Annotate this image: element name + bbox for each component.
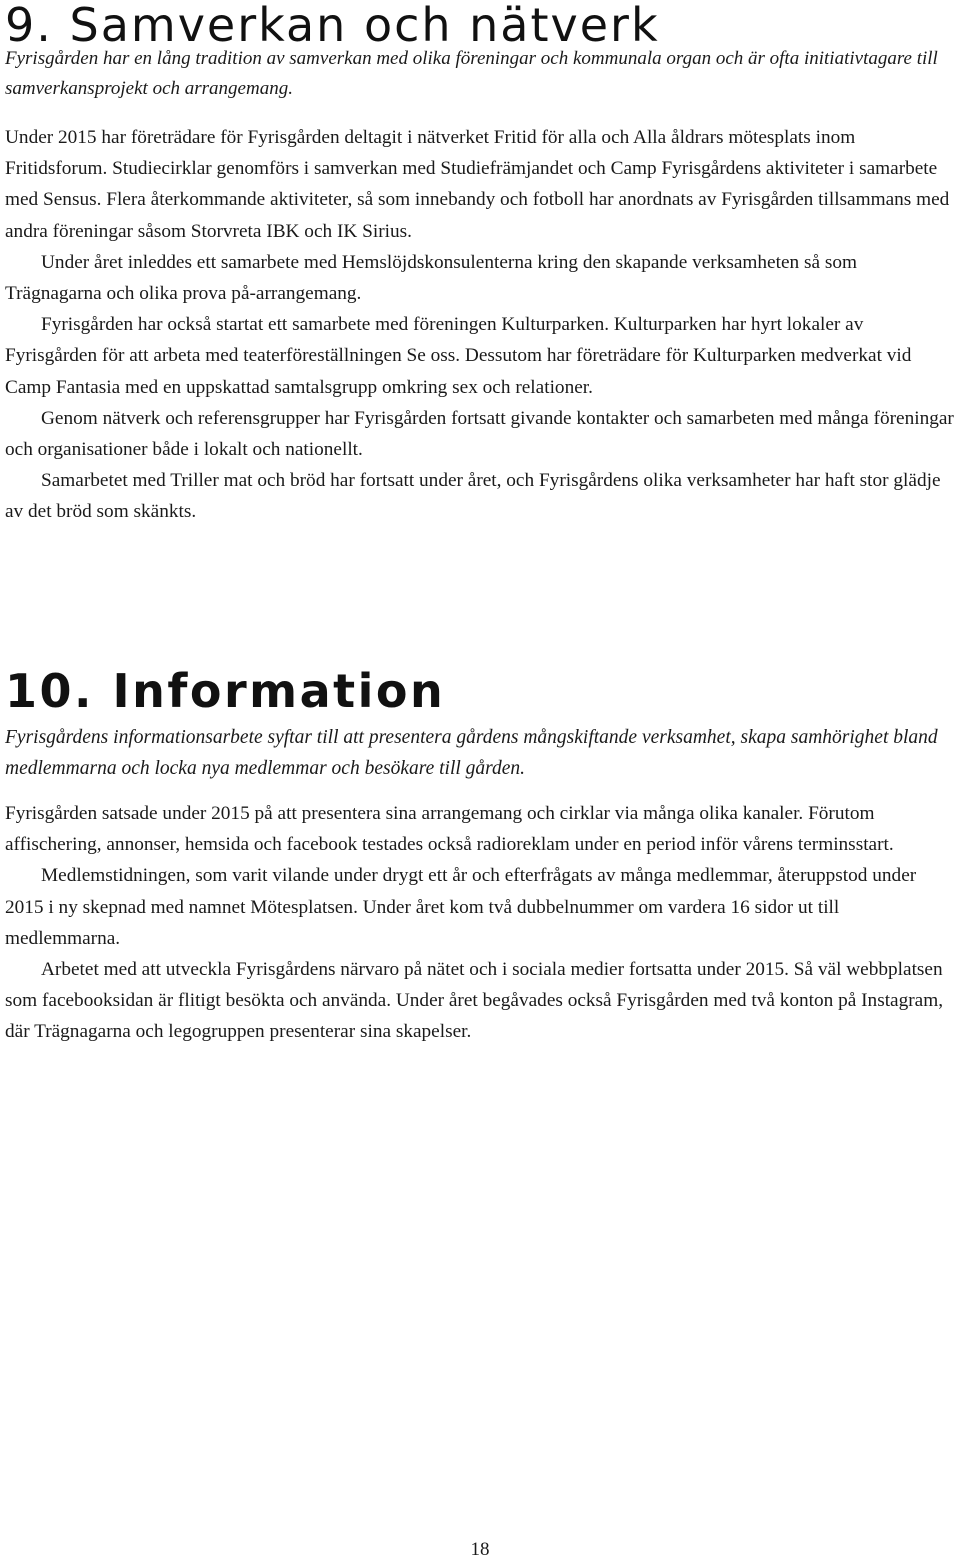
paragraph-hemslojd: Under året inleddes ett samarbete med Hemslöjdskonsulenterna kring den skapande verksamheten så som Trägnagarna och olika prova på-arrangemang. — [5, 251, 857, 305]
paragraph-sociala-medier: Arbetet med att utveckla Fyrisgårdens närvaro på nätet och i sociala medier fortsatta under 2015. Så väl webbplatsen som facebooksidan är flitigt besökta och använda. Under året begåvades också Fyrisgården med två konton på Instagram, där Trägnagarna och legogruppen presenterar sina skapelser. — [5, 959, 944, 1043]
section-heading-samverkan: 9. Samverkan och nätverk — [5, 0, 660, 52]
paragraph-kanaler: Fyrisgården satsade under 2015 på att presentera sina arrangemang och cirklar via många olika kanaler. Förutom affischering, annonser, hemsida och facebook testades också radioreklam under en period inför vårens terminsstart. — [5, 803, 894, 856]
section-heading-information: 10. Information — [5, 664, 446, 718]
paragraph-network: Under 2015 har företrädare för Fyrisgården deltagit i nätverket Fritid för alla och Alla åldrars mötesplats inom Fritidsforum. Studiecirklar genomförs i samverkan med Studiefrämjandet och Camp Fyrisgårdens aktiviteter i samarbete med Sensus. Flera återkommande aktiviteter, så som innebandy och fotboll har anordnats av Fyrisgården tillsammans med andra föreningar såsom Storvreta IBK och IK Sirius. — [5, 127, 950, 242]
paragraph-kulturparken: Fyrisgården har också startat ett samarbete med föreningen Kulturparken. Kulturparken har hyrt lokaler av Fyrisgården för att arbeta med teaterföreställningen Se oss. Dessutom har företrädare för Kulturparken medverkat vid Camp Fantasia med en uppskattad samtalsgrupp omkring sex och relationer. — [5, 314, 912, 398]
paragraph-referensgrupper: Genom nätverk och referensgrupper har Fyrisgården fortsatt givande kontakter och samarbeten med många föreningar och organisationer både i lokalt och nationellt. — [5, 407, 954, 461]
paragraph-medlemstidningen: Medlemstidningen, som varit vilande under drygt ett år och efterfrågats av många medlemmar, återuppstod under 2015 i ny skepnad med namnet Mötesplatsen. Under året kom två dubbelnummer om vardera 16 sidor ut till medlemmarna. — [5, 865, 917, 949]
page-number: 18 — [470, 1539, 490, 1560]
section-information — [5, 660, 955, 1048]
section-samverkan — [5, 0, 955, 528]
section-intro-samverkan: Fyrisgården har en lång tradition av samverkan med olika föreningar och kommunala organ och är ofta initiativtagare till samverkansprojekt och arrangemang. — [5, 48, 938, 99]
section-intro-information: Fyrisgårdens informationsarbete syftar till att presentera gårdens mångskiftande verksamhet, skapa samhörighet bland medlemmarna och locka nya medlemmar och besökare till gården. — [5, 727, 938, 779]
paragraph-triller: Samarbetet med Triller mat och bröd har fortsatt under året, och Fyrisgårdens olika verksamheter har haft stor glädje av det bröd som skänkts. — [5, 470, 941, 523]
